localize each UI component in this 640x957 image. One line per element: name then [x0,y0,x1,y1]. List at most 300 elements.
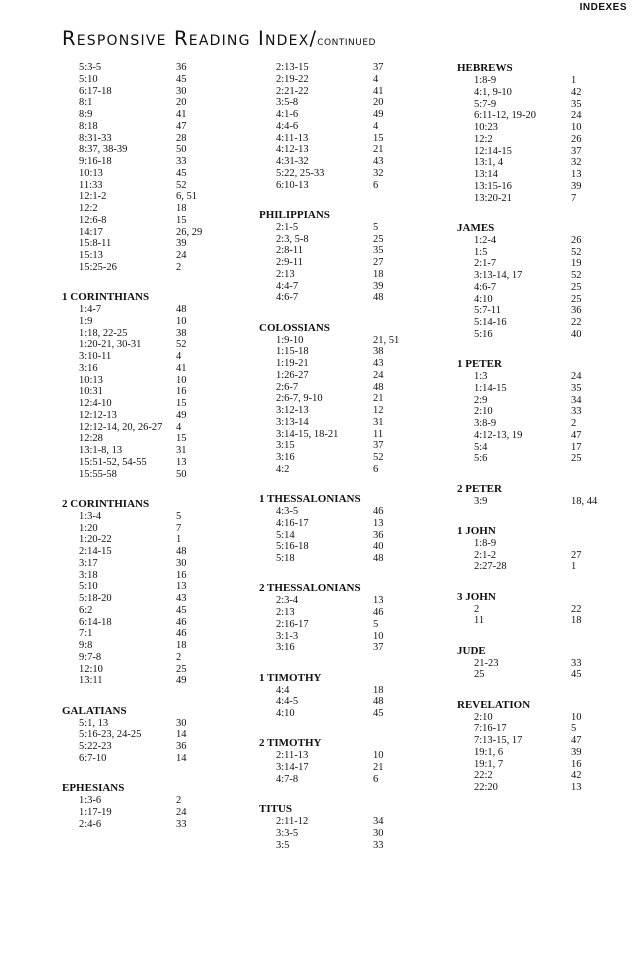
reading-number: 30 [176,557,187,569]
scripture-reference: 15:8-11 [79,238,112,250]
scripture-reference: 1:14-15 [474,382,507,394]
index-entry [259,222,444,234]
book-heading: 1 TIMOTHY [259,671,322,684]
index-entry [62,351,247,363]
scripture-reference: 7:13-15, 17 [474,735,523,746]
reading-number: 34 [373,816,384,827]
index-entry [259,464,444,476]
index-entry [457,247,637,259]
scripture-reference: 2:27-28 [474,561,507,573]
reading-number: 2 [176,651,182,663]
reading-number: 10 [373,630,384,642]
scripture-reference: 6:7-10 [79,752,107,764]
scripture-reference: 5:14 [276,529,295,541]
reading-number: 26 [571,234,582,246]
scripture-reference: 1:5 [474,246,488,258]
index-entry [62,304,247,316]
scripture-reference: 19:1, 7 [474,758,504,770]
index-entry [259,530,444,542]
book-section [259,737,444,785]
index-entry [62,819,247,831]
reading-number: 30 [176,717,187,729]
book-section [457,591,637,628]
reading-number: 15 [176,214,187,226]
book-section [457,358,637,465]
scripture-reference: 12:12-14, 20, 26-27 [79,421,163,433]
index-entry [457,782,637,794]
reading-number: 43 [373,156,384,167]
index-entry [259,440,444,452]
scripture-reference: 12:4-10 [79,398,112,409]
book-heading: 1 THESSALONIANS [259,493,361,505]
scripture-reference: 4:4-5 [276,696,299,708]
scripture-reference: 1:9-10 [276,334,304,346]
reading-number: 43 [176,593,187,604]
book-heading: 2 PETER [457,482,502,495]
index-entry [62,215,247,227]
book-heading: 1 JOHN [457,524,496,537]
scripture-reference: 13:14 [474,169,498,180]
index-entry [457,383,637,395]
scripture-reference: 10:31 [79,386,103,398]
scripture-reference: 5:16-18 [276,541,309,553]
scripture-reference: 14:17 [79,226,103,238]
scripture-reference: 6:17-18 [79,85,112,97]
index-entry [62,74,247,86]
index-entry [62,227,247,239]
index-entry [457,371,637,383]
scripture-reference: 25 [474,669,485,681]
scripture-reference: 3:15 [276,440,295,452]
index-entry [259,180,444,192]
index-entry [62,581,247,593]
reading-number: 20 [176,97,187,109]
index-entry [62,457,247,469]
scripture-reference: 2:21-22 [276,85,309,97]
book-section [457,483,637,508]
running-head: INDEXES [579,2,627,13]
scripture-reference: 8:31-33 [79,132,112,144]
reading-number: 1 [571,561,577,573]
book-section [259,322,444,476]
index-entry [259,133,444,145]
reading-number: 45 [571,669,582,681]
scripture-reference: 2:9 [474,394,488,406]
book-heading: REVELATION [457,698,531,711]
scripture-reference: 5:7-9 [474,98,497,110]
scripture-reference: 2:3-4 [276,595,299,607]
scripture-reference: 2:3, 5-8 [276,233,309,245]
scripture-reference: 2:13 [276,268,295,280]
scripture-reference: 1:3 [474,371,488,382]
scripture-reference: 1:20 [79,522,98,534]
book-heading: HEBREWS [457,62,513,74]
reading-number: 13 [373,517,384,529]
index-entry [457,669,637,681]
scripture-reference: 1:20-21, 30-31 [79,339,142,351]
scripture-reference: 3:10-11 [79,351,112,362]
reading-number: 15 [176,433,187,445]
index-entry [62,62,247,74]
reading-number: 52 [176,339,187,351]
reading-number: 37 [373,642,384,654]
book-heading: 3 JOHN [457,590,496,603]
reading-number: 16 [176,386,187,398]
scripture-reference: 3:14-17 [276,762,309,773]
reading-number: 50 [176,468,187,480]
scripture-reference: 4:12-13 [276,144,309,156]
scripture-reference: 2:14-15 [79,546,112,557]
scripture-reference: 10:13 [79,374,103,386]
index-entry [259,257,444,269]
scripture-reference: 2:9-11 [276,257,304,268]
book-heading: GALATIANS [62,704,127,717]
index-entry [259,269,444,281]
index-entry [259,393,444,405]
index-entry [259,74,444,86]
index-entry [62,144,247,156]
reading-number: 13 [176,456,187,468]
reading-number: 18 [373,684,384,696]
scripture-reference: 4:6-7 [474,281,497,293]
index-entry [62,729,247,741]
index-entry [457,658,637,670]
scripture-reference: 5:16 [474,328,493,340]
book-heading: PHILIPPIANS [259,208,330,221]
reading-number: 21 [373,393,384,405]
reading-number: 1 [571,75,577,86]
book-section [62,705,247,765]
book-section [457,699,637,794]
reading-number: 13 [176,581,187,593]
index-entry [259,156,444,168]
scripture-reference: 1:18, 22-25 [79,327,128,339]
index-entry [457,561,637,573]
index-entry [259,631,444,643]
scripture-reference: 13:15-16 [474,180,512,192]
scripture-reference: 4:4 [276,684,290,696]
reading-number: 10 [373,750,384,762]
index-entry [62,86,247,98]
book-section [457,645,637,682]
reading-number: 21 [373,762,384,773]
title-sub: continued [317,34,376,49]
reading-number: 20 [373,97,384,109]
index-entry [259,750,444,762]
reading-number: 37 [571,145,582,157]
index-entry [457,430,637,442]
scripture-reference: 13:1-8, 13 [79,445,123,456]
book-heading: 1 CORINTHIANS [62,291,150,303]
index-entry [457,735,637,747]
reading-number: 26 [571,133,582,145]
reading-number: 45 [176,167,187,179]
index-entry [259,86,444,98]
reading-number: 16 [176,569,187,581]
reading-number: 13 [373,595,384,607]
scripture-reference: 8:37, 38-39 [79,144,128,156]
scripture-reference: 5:4 [474,441,488,453]
index-entry [457,181,637,193]
reading-number: 1 [176,534,182,546]
book-heading: 2 TIMOTHY [259,737,322,750]
reading-number: 25 [571,293,582,305]
book-section [457,62,637,204]
index-entry [457,75,637,87]
reading-number: 48 [373,381,384,393]
reading-number: 25 [571,453,582,465]
reading-number: 16 [571,758,582,770]
reading-number: 18 [373,268,384,280]
page-title [62,27,376,50]
index-entry [62,191,247,203]
index-entry [457,538,637,550]
reading-number: 48 [176,546,187,557]
scripture-reference: 4:4-7 [276,280,299,292]
scripture-reference: 3:14-15, 18-21 [276,428,339,440]
reading-number: 42 [571,770,582,782]
index-entry [62,133,247,145]
scripture-reference: 6:2 [79,604,93,616]
scripture-reference: 6:11-12, 19-20 [474,110,537,122]
title-main: Responsive Reading Index/ [62,27,318,50]
scripture-reference: 11 [474,615,485,627]
scripture-reference: 1:3-6 [79,795,102,806]
reading-number: 18 [176,203,187,214]
index-entry [62,511,247,523]
index-entry [457,193,637,205]
reading-number: 14 [176,752,187,764]
index-entry [259,642,444,654]
reading-number: 33 [176,818,187,830]
reading-number: 33 [373,839,384,851]
scripture-reference: 21-23 [474,657,499,669]
reading-number: 50 [176,144,187,156]
reading-number: 32 [571,157,582,169]
book-section [62,782,247,830]
book-heading: COLOSSIANS [259,321,330,334]
index-entry [62,753,247,765]
reading-number: 25 [176,663,187,675]
scripture-reference: 3:16 [276,642,295,654]
index-entry [62,316,247,328]
scripture-reference: 15:13 [79,250,103,261]
book-section [62,498,247,687]
reading-number: 32 [373,167,384,179]
index-entry [259,518,444,530]
reading-number: 10 [571,122,582,133]
scripture-reference: 8:9 [79,109,93,120]
reading-number: 36 [176,741,187,752]
reading-number: 49 [176,675,187,687]
scripture-reference: 15:55-58 [79,468,117,480]
index-column-1 [62,62,247,848]
reading-number: 39 [571,180,582,192]
index-entry [259,346,444,358]
index-entry [62,180,247,192]
reading-number: 48 [373,553,384,564]
reading-number: 52 [373,452,384,463]
index-entry [259,370,444,382]
scripture-reference: 2 [474,603,480,615]
index-entry [62,398,247,410]
index-entry [62,593,247,605]
scripture-reference: 5:3-5 [79,62,102,73]
book-heading: EPHESIANS [62,782,125,794]
index-entry [457,442,637,454]
scripture-reference: 8:1 [79,97,93,109]
index-entry [259,144,444,156]
index-entry [62,795,247,807]
scripture-reference: 3:18 [79,569,98,581]
reading-number: 40 [571,328,582,340]
scripture-reference: 1:3-4 [79,510,102,522]
reading-number: 18 [571,615,582,627]
scripture-reference: 1:20-22 [79,534,112,546]
reading-number: 15 [373,132,384,144]
reading-number: 48 [373,696,384,708]
index-entry [62,375,247,387]
scripture-reference: 4:12-13, 19 [474,429,523,441]
index-entry [259,774,444,786]
scripture-reference: 4:7-8 [276,773,299,785]
scripture-reference: 1:19-21 [276,358,309,369]
scripture-reference: 2:13 [276,607,295,618]
index-entry [62,664,247,676]
reading-number: 49 [373,109,384,120]
scripture-reference: 12:2 [474,133,493,145]
scripture-reference: 12:1-2 [79,191,107,203]
scripture-reference: 13:11 [79,675,103,687]
reading-number: 35 [373,245,384,257]
reading-number: 33 [176,156,187,167]
reading-number: 41 [176,109,187,120]
scripture-reference: 2:8-11 [276,245,304,257]
scripture-reference: 4:10 [474,293,493,305]
scripture-reference: 5:7-11 [474,305,502,317]
scripture-reference: 12:6-8 [79,214,107,226]
scripture-reference: 3:17 [79,557,98,569]
reading-number: 39 [176,238,187,250]
index-entry [457,317,637,329]
reading-number: 46 [373,607,384,618]
book-section [259,62,444,191]
index-entry [259,382,444,394]
reading-number: 25 [373,233,384,245]
index-entry [457,134,637,146]
reading-number: 52 [571,246,582,258]
scripture-reference: 22:2 [474,770,493,782]
reading-number: 35 [571,382,582,394]
index-entry [259,358,444,370]
reading-number: 37 [373,440,384,452]
index-entry [457,305,637,317]
index-entry [62,652,247,664]
index-entry [62,605,247,617]
index-entry [259,816,444,828]
reading-number: 33 [571,406,582,418]
index-entry [62,628,247,640]
reading-number: 31 [176,445,187,456]
index-entry [62,640,247,652]
scripture-reference: 2:10 [474,406,493,418]
index-entry [259,696,444,708]
scripture-reference: 5:18-20 [79,593,112,604]
index-entry [62,121,247,133]
reading-number: 27 [571,549,582,561]
book-section [259,672,444,720]
scripture-reference: 2:19-22 [276,73,309,85]
scripture-reference: 5:10 [79,581,98,593]
reading-number: 38 [176,327,187,339]
scripture-reference: 22:20 [474,782,498,793]
reading-number: 4 [176,351,182,362]
reading-number: 2 [176,795,182,806]
scripture-reference: 3:5 [276,839,290,851]
reading-number: 7 [571,192,577,204]
index-entry [62,109,247,121]
index-entry [259,121,444,133]
reading-number: 5 [176,510,182,522]
index-entry [259,541,444,553]
scripture-reference: 7:1 [79,628,93,640]
reading-number: 13 [571,169,582,180]
index-entry [259,762,444,774]
scripture-reference: 9:16-18 [79,156,112,167]
index-entry [62,168,247,180]
reading-number: 40 [373,541,384,553]
index-entry [259,685,444,697]
index-entry [259,607,444,619]
scripture-reference: 3:8-9 [474,418,497,429]
reading-number: 25 [571,281,582,293]
index-entry [457,169,637,181]
index-entry [259,245,444,257]
scripture-reference: 2:4-6 [79,818,102,830]
index-entry [259,553,444,565]
index-entry [457,122,637,134]
reading-number: 18 [176,640,187,651]
reading-number: 21 [373,144,384,156]
index-entry [457,770,637,782]
book-section [62,62,247,274]
index-entry [259,417,444,429]
index-entry [62,445,247,457]
reading-number: 10 [176,374,187,386]
scripture-reference: 2:13-15 [276,62,309,73]
index-entry [62,807,247,819]
reading-number: 5 [373,221,379,233]
reading-number: 2 [176,261,182,273]
scripture-reference: 5:6 [474,453,488,465]
index-entry [259,292,444,304]
reading-number: 48 [373,292,384,304]
index-entry [457,395,637,407]
index-column-3 [457,62,637,811]
scripture-reference: 2:11-13 [276,750,309,762]
scripture-reference: 1:4-7 [79,304,102,315]
scripture-reference: 8:18 [79,120,98,132]
scripture-reference: 10:13 [79,167,103,179]
reading-number: 39 [373,280,384,292]
reading-number: 35 [571,98,582,110]
scripture-reference: 13:1, 4 [474,157,504,169]
reading-number: 14 [176,729,187,741]
index-entry [457,712,637,724]
scripture-reference: 2:1-2 [474,549,497,561]
reading-number: 39 [571,746,582,758]
reading-number: 24 [373,369,384,381]
